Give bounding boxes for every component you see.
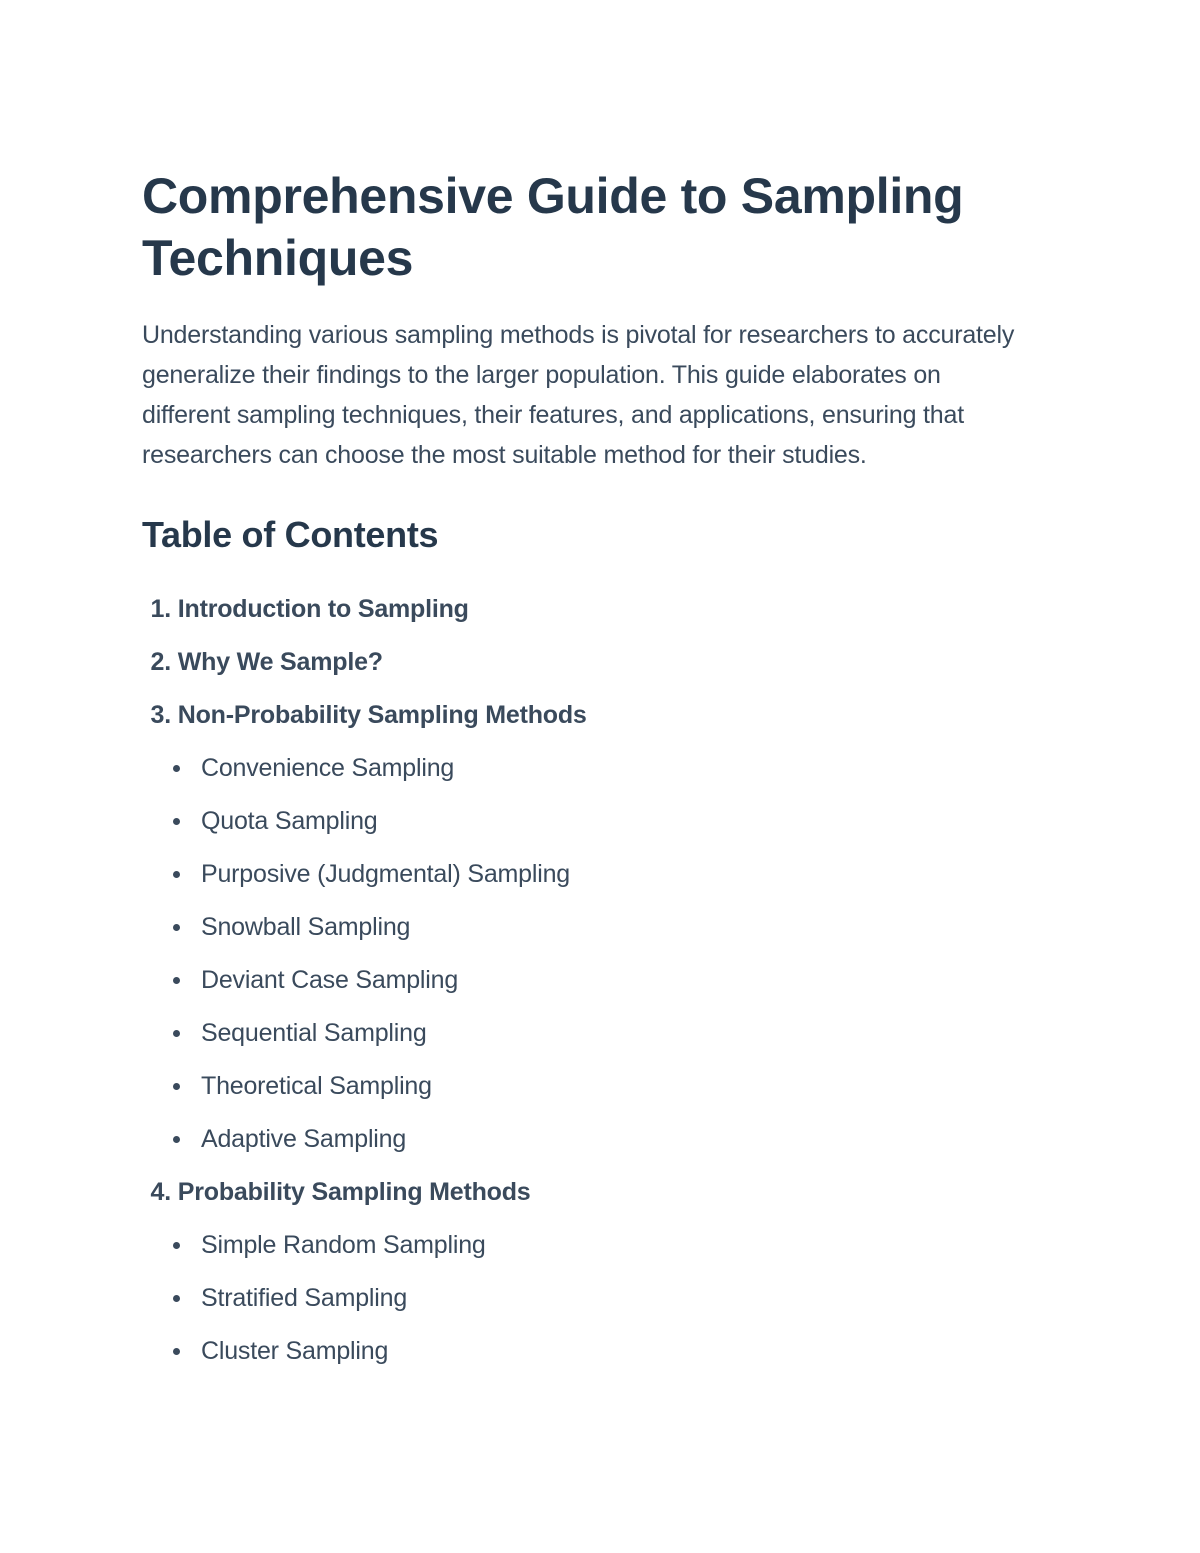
- bullet-icon: [173, 1083, 180, 1090]
- toc-subitem[interactable]: [172, 1272, 1022, 1325]
- toc-label: Probability Sampling Methods: [177, 1178, 531, 1206]
- toc-subitem[interactable]: [172, 1060, 1022, 1113]
- toc-subitem[interactable]: [172, 954, 1022, 1007]
- toc-subitem-label: Convenience Sampling: [201, 754, 455, 782]
- bullet-icon: [173, 1136, 180, 1143]
- toc-subitem-label: Purposive (Judgmental) Sampling: [201, 860, 570, 888]
- bullet-icon: [173, 871, 180, 878]
- bullet-icon: [173, 1348, 180, 1355]
- toc-subitem[interactable]: [172, 901, 1022, 954]
- toc-number: 3.: [150, 701, 171, 729]
- bullet-icon: [173, 977, 180, 984]
- toc-subitem[interactable]: [172, 1113, 1022, 1166]
- toc-subitem-label: Snowball Sampling: [201, 913, 411, 941]
- toc-entry[interactable]: [142, 583, 1022, 636]
- bullet-icon: [173, 1295, 180, 1302]
- bullet-icon: [173, 1030, 180, 1037]
- toc-subitem[interactable]: [172, 1007, 1022, 1060]
- toc-subitem-label: Adaptive Sampling: [201, 1125, 407, 1153]
- toc-subitem[interactable]: [172, 848, 1022, 901]
- document-title: Comprehensive Guide to Sampling Techniques: [142, 168, 964, 286]
- toc-subitem-label: Theoretical Sampling: [201, 1072, 432, 1100]
- toc-label: Why We Sample?: [177, 648, 383, 676]
- bullet-icon: [173, 818, 180, 825]
- toc-subitem-label: Deviant Case Sampling: [201, 966, 459, 994]
- toc-number: 4.: [150, 1178, 171, 1206]
- bullet-icon: [173, 765, 180, 772]
- toc-label: Non-Probability Sampling Methods: [177, 701, 587, 729]
- bullet-icon: [173, 924, 180, 931]
- toc-item-introduction: [142, 583, 1022, 636]
- toc-sublist: [142, 1219, 1022, 1378]
- document-page: [142, 165, 1022, 1378]
- toc-subitem[interactable]: [172, 1325, 1022, 1378]
- toc-sublist: [142, 742, 1022, 1166]
- toc-heading: Table of Contents: [142, 514, 439, 555]
- toc-item-probability: [142, 1166, 1022, 1378]
- intro-paragraph: Understanding various sampling methods is pivotal for researchers to accurately generalize their findings to the larger population. This guide elaborates on different sampling techniques, their features, and applications, ensuring that researchers can choose the most suitable method for their studies.: [142, 321, 1015, 469]
- toc-entry[interactable]: [142, 1166, 1022, 1219]
- toc-subitem-label: Sequential Sampling: [201, 1019, 427, 1047]
- toc-number: 1.: [150, 595, 171, 623]
- toc-subitem-label: Quota Sampling: [201, 807, 378, 835]
- toc-entry[interactable]: [142, 689, 1022, 742]
- toc-label: Introduction to Sampling: [177, 595, 469, 623]
- toc-subitem[interactable]: [172, 1219, 1022, 1272]
- toc-item-why-sample: [142, 636, 1022, 689]
- toc-subitem-label: Cluster Sampling: [201, 1337, 389, 1365]
- table-of-contents: [142, 583, 1022, 1378]
- toc-subitem[interactable]: [172, 742, 1022, 795]
- toc-number: 2.: [150, 648, 171, 676]
- toc-subitem[interactable]: [172, 795, 1022, 848]
- toc-item-non-probability: [142, 689, 1022, 1166]
- bullet-icon: [173, 1242, 180, 1249]
- toc-subitem-label: Stratified Sampling: [201, 1284, 408, 1312]
- toc-subitem-label: Simple Random Sampling: [201, 1231, 486, 1259]
- toc-entry[interactable]: [142, 636, 1022, 689]
